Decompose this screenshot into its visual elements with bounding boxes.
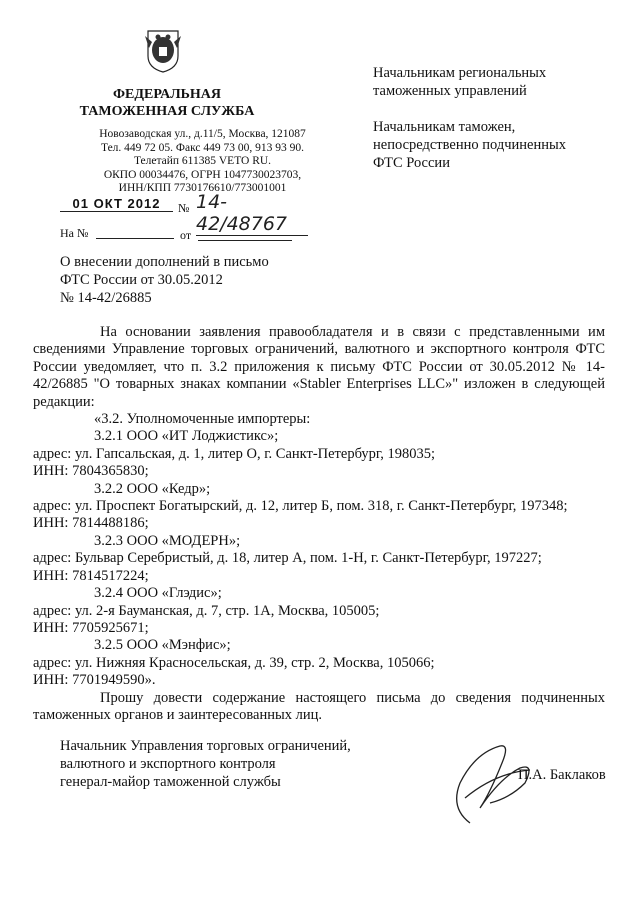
address-line: ОКПО 00034476, ОГРН 1047730023703, (103, 168, 302, 181)
importer-inn: ИНН: 7701949590». (33, 672, 156, 689)
addressee-line: Начальникам региональных (373, 65, 547, 81)
importer-name: 3.2.1 ООО «ИТ Лоджистикс»; (94, 428, 279, 445)
importer-inn: ИНН: 7705925671; (33, 619, 149, 636)
reference-number-line (96, 238, 174, 239)
organization-address (60, 128, 345, 196)
org-line-1: ФЕДЕРАЛЬНАЯ (112, 87, 221, 102)
document-number: 14-42/48767 (196, 191, 308, 236)
address-line: Телетайп 611385 VETO RU. (133, 155, 272, 168)
section-title: «3.2. Уполномоченные импортеры: (94, 411, 311, 428)
date-stamp: 01 ОКТ 2012 (60, 196, 173, 212)
signatory-name: П.А. Баклаков (518, 767, 606, 783)
importer-address: адрес: ул. Проспект Богатырский, д. 12, литер Б, пом. 318, г. Санкт-Петербург, 197348; (33, 498, 568, 515)
addressee-line: непосредственно подчиненных (373, 137, 566, 153)
coat-of-arms-emblem (140, 28, 186, 74)
reference-date-label: от (180, 228, 192, 242)
reference-number-label: На № (60, 226, 89, 240)
intro-paragraph: На основании заявления правообладателя и в связи с представленными им сведениями Управление торговых ограничений, валютного и экспортного контроля ФТС России уведомляет, что п. 3.2 приложения к письму ФТС России от 30.05.2012 № 14-42/26885 "О товарных знаках компании «Stabler Enterprises LLC»" изложен в следующей редакции: (33, 324, 605, 410)
importer-inn: ИНН: 7804365830; (33, 463, 149, 480)
addressee-2 (373, 118, 613, 172)
importer-address: адрес: ул. Гапсальская, д. 1, литер О, г. Санкт-Петербург, 198035; (33, 445, 435, 462)
signatory-title-line: валютного и экспортного контроля (60, 756, 276, 772)
address-line: Тел. 449 72 05. Факс 449 73 00, 913 93 90. (100, 141, 305, 154)
address-line: Новозаводская ул., д.11/5, Москва, 121087 (99, 128, 306, 140)
importer-name: 3.2.3 ООО «МОДЕРН»; (94, 532, 241, 549)
organization-name (60, 86, 274, 120)
importer-name: 3.2.4 ООО «Глэдис»; (94, 585, 222, 602)
addressee-line: Начальникам таможен, (373, 119, 516, 135)
request-paragraph: Прошу довести содержание настоящего письма до сведения подчиненных таможенных органов и заинтересованных лиц. (33, 689, 605, 723)
addressee-line: таможенных управлений (373, 83, 527, 99)
importer-address: адрес: Бульвар Серебристый, д. 18, литер А, пом. 1-Н, г. Санкт-Петербург, 197227; (33, 550, 542, 567)
org-line-2: ТАМОЖЕННАЯ СЛУЖБА (79, 104, 255, 119)
signatory-title (60, 737, 351, 791)
importer-inn: ИНН: 7814517224; (33, 567, 149, 584)
number-label: № (178, 201, 190, 215)
importer-inn: ИНН: 7814488186; (33, 515, 149, 532)
addressee-1 (373, 64, 613, 100)
importer-address: адрес: ул. 2-я Бауманская, д. 7, стр. 1А, Москва, 105005; (33, 602, 380, 619)
importer-address: адрес: ул. Нижняя Красносельская, д. 39, стр. 2, Москва, 105066; (33, 654, 435, 671)
address-line: ИНН/КПП 7730176610/773001001 (118, 182, 287, 195)
subject-line: О внесении дополнений в письмо (60, 254, 269, 270)
addressee-line: ФТС России (373, 155, 450, 171)
subject (60, 253, 269, 307)
reference-date-line (198, 240, 292, 241)
signatory-title-line: Начальник Управления торговых ограничений, (60, 738, 351, 754)
importer-name: 3.2.5 ООО «Мэнфис»; (94, 637, 231, 654)
signatory-title-line: генерал-майор таможенной службы (60, 774, 281, 790)
subject-line: № 14-42/26885 (60, 290, 152, 306)
subject-line: ФТС России от 30.05.2012 (60, 272, 223, 288)
importer-name: 3.2.2 ООО «Кедр»; (94, 480, 211, 497)
letter-body (33, 324, 605, 724)
